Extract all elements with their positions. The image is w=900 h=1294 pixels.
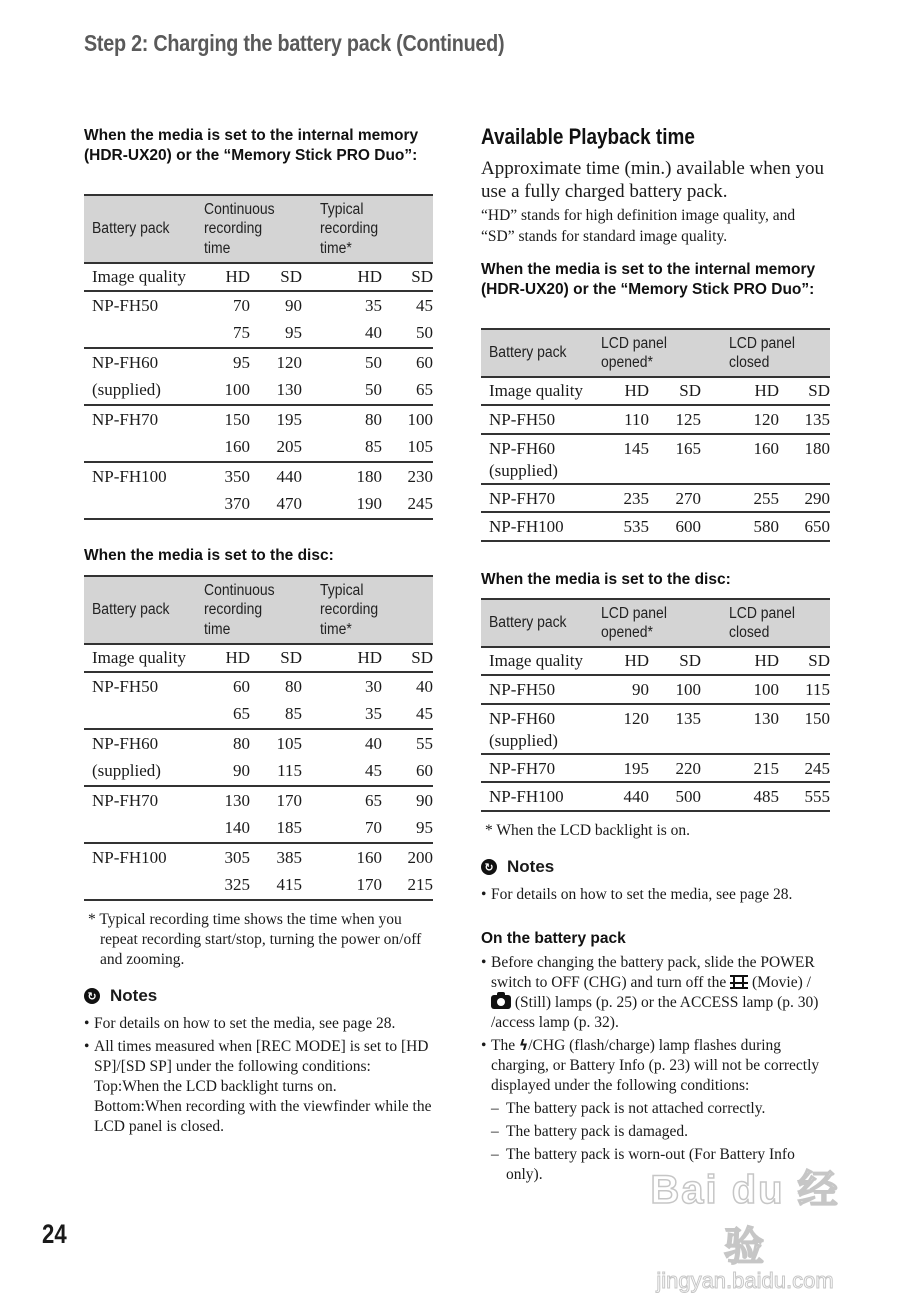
time-value: 200 [407,847,433,867]
movie-icon [730,975,748,989]
time-value: 105 [407,437,433,457]
battery-name: NP-FH70 [92,790,159,810]
image-quality-row: Image quality HD SD HD SD [481,377,830,405]
playback-time-internal-table: Battery pack LCD panel opened* LCD panel closed Image quality HD SD HD SD NP-FH50 110 125 120 135 NP-FH60 (supplied) 145 165 160 180 NP-FH70 235 270 255 290 NP-FH100 535 600 580 650 [481,328,830,542]
hd-sd-explanation: “HD” stands for high definition image quality, and “SD” stands for standard image quality. [481,207,796,245]
time-value: 385 [276,847,302,867]
time-value: 85 [365,437,382,457]
table-row [481,405,830,434]
time-value: 45 [365,761,382,781]
time-value: 50 [365,380,382,400]
conditions-list [491,1099,833,1185]
battery-name: NP-FH100 [489,517,564,536]
table-row [481,434,830,484]
note-item: • All times measured when [REC MODE] is set to [HD SP]/[SD SP] under the following conditions: Top:When the LCD backlight turns on. Bottom:When recording with the viewfinder while the LCD panel is closed. [84,1037,434,1137]
time-value: 195 [276,409,302,429]
time-value: 65 [233,704,250,724]
table-row [84,786,433,815]
time-value: 600 [675,517,701,536]
time-value: 135 [804,410,830,429]
header-continuous: Continuous recording time [196,195,302,263]
battery-name: NP-FH50 [489,410,556,429]
time-value: 165 [675,438,701,458]
header-typical: Typical recording time* [302,576,433,644]
lcd-backlight-footnote: * When the LCD backlight is on. [485,822,691,839]
time-value: 135 [675,708,701,728]
time-value: 40 [365,323,382,343]
time-value: 160 [224,437,250,457]
time-value: 160 [753,438,779,458]
table-row [84,462,433,491]
battery-name: NP-FH50 [92,295,159,315]
battery-name: NP-FH50 [92,676,159,696]
time-value: 60 [416,352,433,372]
battery-name: (supplied) [92,380,161,400]
time-value: 270 [675,488,701,508]
time-value: 350 [224,466,250,486]
time-value: 105 [276,733,302,753]
time-value: 100 [407,409,433,429]
time-value: 90 [233,761,250,781]
table-row [84,291,433,320]
time-value: 485 [753,787,779,806]
time-value: 170 [276,790,302,810]
table-row [84,701,433,730]
time-value: 50 [365,352,382,372]
table-row [481,484,830,513]
time-value: 130 [276,380,302,400]
time-value: 245 [407,494,433,514]
time-value: 555 [804,787,830,806]
playback-disc-subhead: When the media is set to the disc: [481,571,731,588]
battery-name [84,701,196,730]
time-value: 185 [276,818,302,838]
time-value: 215 [753,758,779,778]
battery-name: NP-FH60 (supplied) [489,438,558,480]
page-title: Step 2: Charging the battery pack (Continued) [84,30,505,56]
time-value: 325 [224,875,250,895]
time-value: 50 [416,323,433,343]
time-value: 95 [285,323,302,343]
time-value: 65 [365,790,382,810]
time-value: 100 [224,380,250,400]
time-value: 100 [753,680,779,699]
time-value: 140 [224,818,250,838]
time-value: 230 [407,466,433,486]
time-value: 90 [285,295,302,315]
time-value: 440 [623,787,649,806]
time-value: 80 [365,409,382,429]
notes-icon: ↻ [481,859,497,875]
time-value: 150 [224,409,250,429]
time-value: 90 [632,680,649,699]
battery-name [84,434,196,463]
header-battery-pack: Battery pack [84,195,196,263]
time-value: 255 [753,488,779,508]
time-value: 440 [276,466,302,486]
note-item: • For details on how to set the media, see page 28. [84,1014,434,1034]
table-row [481,754,830,783]
time-value: 70 [365,818,382,838]
playback-section-title: Available Playback time [481,124,695,149]
battery-name: NP-FH100 [92,847,167,867]
time-value: 45 [416,704,433,724]
battery-name: (supplied) [92,761,161,781]
table-row [84,377,433,406]
time-value: 245 [804,758,830,778]
time-value: 205 [276,437,302,457]
table-row [84,758,433,787]
time-value: 55 [416,733,433,753]
time-value: 180 [356,466,382,486]
time-value: 290 [804,488,830,508]
time-value: 235 [623,488,649,508]
time-value: 415 [276,875,302,895]
condition-item: – The battery pack is damaged. [491,1122,833,1142]
table-row [84,434,433,463]
header-battery-pack: Battery pack [84,576,196,644]
time-value: 45 [416,295,433,315]
recording-internal-subhead: When the media is set to the internal memory (HDR-UX20) or the “Memory Stick PRO Duo”: [84,127,419,164]
time-value: 145 [623,438,649,458]
time-value: 195 [623,758,649,778]
table-row [84,815,433,844]
time-value: 215 [407,875,433,895]
time-value: 150 [804,708,830,728]
image-quality-row: Image quality HD SD HD SD [481,647,830,675]
time-value: 120 [623,708,649,728]
time-value: 160 [356,847,382,867]
battery-name: NP-FH70 [489,488,556,508]
time-value: 85 [285,704,302,724]
time-value: 130 [224,790,250,810]
time-value: 80 [233,733,250,753]
battery-notes-list [481,953,833,1188]
time-value: 125 [675,410,701,429]
time-value: 60 [233,676,250,696]
condition-item: – The battery pack is not attached correctly. [491,1099,833,1119]
notes-heading: ↻ Notes [481,857,554,877]
time-value: 80 [285,676,302,696]
page-number: 24 [42,1219,67,1249]
time-value: 65 [416,380,433,400]
time-value: 130 [753,708,779,728]
battery-name [84,815,196,844]
time-value: 170 [356,875,382,895]
time-value: 35 [365,704,382,724]
watermark-logo: Bai du 经验 [650,1168,840,1269]
notes-heading: ↻ Notes [84,986,157,1006]
battery-name: NP-FH60 (supplied) [489,708,558,750]
table-row [84,405,433,434]
battery-pack-subhead: On the battery pack [481,930,626,947]
battery-name: NP-FH70 [489,758,556,778]
table-row [481,512,830,541]
camera-still-icon [491,995,511,1009]
table-row [84,843,433,872]
table-row [84,491,433,520]
table-row [84,348,433,377]
time-value: 580 [753,517,779,536]
time-value: 120 [276,352,302,372]
time-value: 90 [416,790,433,810]
watermark-url: jingyan.baidu.com [656,1268,834,1293]
time-value: 100 [675,680,701,699]
recording-disc-subhead: When the media is set to the disc: [84,547,334,564]
time-value: 40 [365,733,382,753]
time-value: 110 [624,410,649,429]
table-row [481,704,830,754]
notes-icon: ↻ [84,988,100,1004]
time-value: 40 [416,676,433,696]
time-value: 190 [356,494,382,514]
typical-recording-footnote: * Typical recording time shows the time when you repeat recording start/stop, turning the power on/off and zooming. [88,911,422,968]
time-value: 95 [233,352,250,372]
time-value: 120 [753,410,779,429]
time-value: 60 [416,761,433,781]
table-row [481,782,830,811]
flash-icon: ϟ [518,1038,529,1054]
table-row [84,872,433,901]
time-value: 95 [416,818,433,838]
time-value: 115 [277,761,302,781]
battery-name: NP-FH50 [489,680,556,699]
table-row [84,320,433,349]
image-quality-row: Image quality HD SD HD SD [84,644,433,672]
time-value: 220 [675,758,701,778]
note-item: • For details on how to set the media, see page 28. [481,885,836,905]
recording-time-disc-table [84,575,433,901]
time-value: 535 [623,517,649,536]
image-quality-row: Image quality HD SD HD SD [84,263,433,291]
battery-name: NP-FH100 [92,466,167,486]
battery-name: NP-FH100 [489,787,564,806]
battery-name: NP-FH70 [92,409,159,429]
battery-note-item: • The ϟ/CHG (flash/charge) lamp flashes during charging, or Battery Info (p. 23) will not be correctly displayed under the following conditions: – The battery pack is not attached correctly. – The battery pack is damaged. – The battery pack is worn-out (For Battery Info only). [481,1036,833,1185]
time-value: 30 [365,676,382,696]
battery-name: NP-FH60 [92,352,159,372]
table-row [481,675,830,704]
playback-time-disc-table: Battery pack LCD panel opened* LCD panel closed Image quality HD SD HD SD NP-FH50 90 100 100 115 NP-FH60 (supplied) 120 135 130 150 NP-FH70 195 220 215 245 NP-FH100 440 500 485 555 [481,598,830,812]
time-value: 180 [804,438,830,458]
recording-time-internal-table [84,194,433,520]
time-value: 70 [233,295,250,315]
header-typical: Typical recording time* [302,195,433,263]
table-row [84,672,433,701]
battery-name [84,491,196,520]
time-value: 115 [805,680,830,699]
battery-name [84,320,196,349]
header-continuous: Continuous recording time [196,576,302,644]
time-value: 35 [365,295,382,315]
playback-intro: Approximate time (min.) available when you use a fully charged battery pack. [481,158,824,202]
notes-list [481,885,836,908]
time-value: 470 [276,494,302,514]
battery-name [84,872,196,901]
time-value: 75 [233,323,250,343]
notes-list [84,1014,434,1140]
table-row [84,729,433,758]
time-value: 305 [224,847,250,867]
battery-name: NP-FH60 [92,733,159,753]
time-value: 650 [804,517,830,536]
playback-internal-subhead: When the media is set to the internal memory (HDR-UX20) or the “Memory Stick PRO Duo”: [481,261,816,298]
time-value: 370 [224,494,250,514]
time-value: 500 [675,787,701,806]
battery-note-item: • Before changing the battery pack, slide the POWER switch to OFF (CHG) and turn off the (Movie) / (Still) lamps (p. 25) or the ACCESS lamp (p. 30) /access lamp (p. 32). [481,953,833,1033]
condition-item: – The battery pack is worn-out (For Battery Info only). [491,1145,833,1185]
